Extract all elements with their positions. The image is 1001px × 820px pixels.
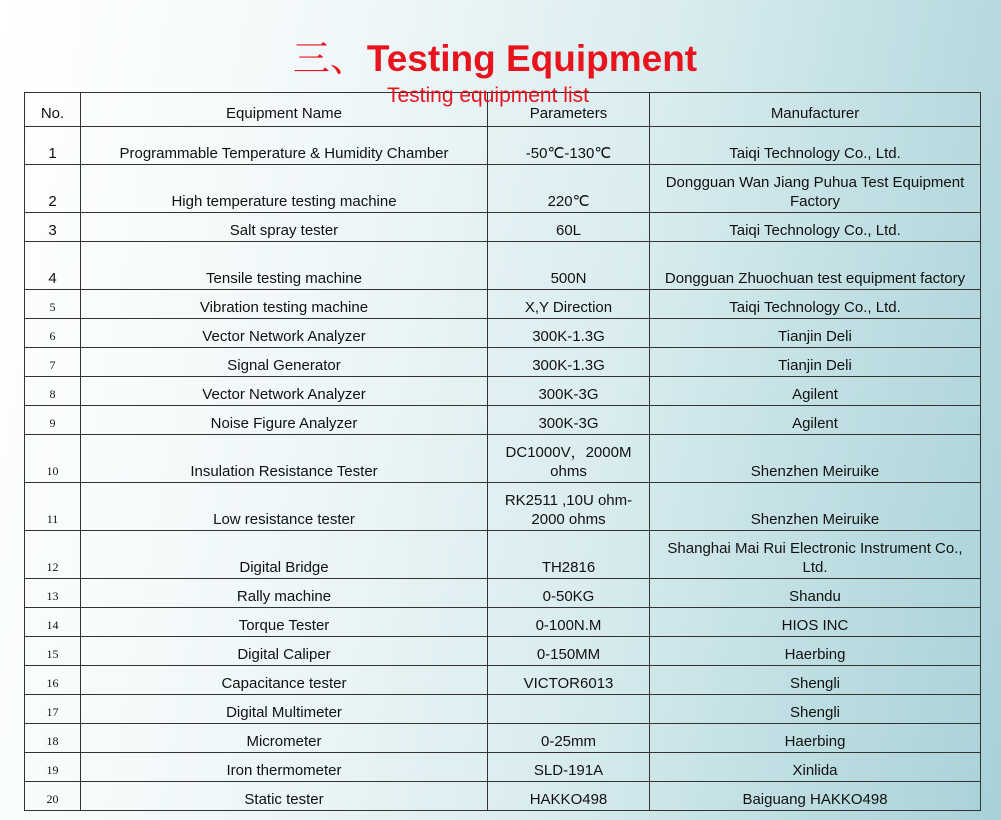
row-number: 9 (25, 406, 81, 435)
parameters-cell: 60L (488, 213, 650, 242)
manufacturer-cell: Haerbing (650, 724, 981, 753)
row-number: 1 (25, 127, 81, 165)
row-number: 17 (25, 695, 81, 724)
equipment-name-cell: Noise Figure Analyzer (81, 406, 488, 435)
table-row (25, 406, 981, 435)
table-row (25, 213, 981, 242)
parameters-cell: 0-150MM (488, 637, 650, 666)
parameters-cell: 300K-1.3G (488, 348, 650, 377)
table-row (25, 290, 981, 319)
equipment-name-cell: Insulation Resistance Tester (81, 435, 488, 483)
equipment-name-cell: Digital Multimeter (81, 695, 488, 724)
row-number: 10 (25, 435, 81, 483)
row-number: 7 (25, 348, 81, 377)
manufacturer-cell: Dongguan Zhuochuan test equipment factory (650, 242, 981, 290)
row-number: 18 (25, 724, 81, 753)
manufacturer-cell: Shengli (650, 695, 981, 724)
equipment-name-cell: Capacitance tester (81, 666, 488, 695)
equipment-name-cell: Micrometer (81, 724, 488, 753)
equipment-name-cell: Vector Network Analyzer (81, 319, 488, 348)
manufacturer-cell: Haerbing (650, 637, 981, 666)
table-row (25, 165, 981, 213)
table-row (25, 753, 981, 782)
row-number: 20 (25, 782, 81, 811)
equipment-name-cell: Static tester (81, 782, 488, 811)
table-row (25, 782, 981, 811)
manufacturer-cell: Shenzhen Meiruike (650, 435, 981, 483)
manufacturer-cell: Tianjin Deli (650, 348, 981, 377)
header-no: No. (25, 93, 81, 127)
manufacturer-cell: HIOS INC (650, 608, 981, 637)
manufacturer-cell: Taiqi Technology Co., Ltd. (650, 127, 981, 165)
parameters-cell: SLD-191A (488, 753, 650, 782)
manufacturer-cell: Taiqi Technology Co., Ltd. (650, 290, 981, 319)
parameters-cell: 0-100N.M (488, 608, 650, 637)
table-row (25, 435, 981, 483)
manufacturer-cell: Shandu (650, 579, 981, 608)
parameters-cell: 220℃ (488, 165, 650, 213)
table-row (25, 531, 981, 579)
page-title (0, 34, 990, 84)
equipment-name-cell: Salt spray tester (81, 213, 488, 242)
table-row (25, 127, 981, 165)
table-row (25, 348, 981, 377)
parameters-cell: 300K-3G (488, 406, 650, 435)
manufacturer-cell: Tianjin Deli (650, 319, 981, 348)
table-row (25, 319, 981, 348)
row-number: 4 (25, 242, 81, 290)
manufacturer-cell: Taiqi Technology Co., Ltd. (650, 213, 981, 242)
manufacturer-cell: Shengli (650, 666, 981, 695)
equipment-name-cell: Digital Bridge (81, 531, 488, 579)
equipment-name-cell: Tensile testing machine (81, 242, 488, 290)
equipment-name-cell: Programmable Temperature & Humidity Chamber (81, 127, 488, 165)
table-row (25, 377, 981, 406)
parameters-cell: 0-50KG (488, 579, 650, 608)
equipment-table (24, 92, 981, 811)
parameters-cell: -50℃-130℃ (488, 127, 650, 165)
table-caption: Testing equipment list (387, 84, 589, 107)
equipment-name-cell: High temperature testing machine (81, 165, 488, 213)
equipment-name-cell: Iron thermometer (81, 753, 488, 782)
parameters-cell: RK2511 ,10U ohm-2000 ohms (488, 483, 650, 531)
title-main: Testing Equipment (366, 38, 698, 79)
table-row (25, 666, 981, 695)
manufacturer-cell: Agilent (650, 406, 981, 435)
parameters-cell: 300K-1.3G (488, 319, 650, 348)
row-number: 14 (25, 608, 81, 637)
equipment-name-cell: Vibration testing machine (81, 290, 488, 319)
parameters-cell: X,Y Direction (488, 290, 650, 319)
table-row (25, 483, 981, 531)
header-manufacturer: Manufacturer (650, 93, 981, 127)
row-number: 3 (25, 213, 81, 242)
table-row (25, 608, 981, 637)
equipment-name-cell: Signal Generator (81, 348, 488, 377)
manufacturer-cell: Baiguang HAKKO498 (650, 782, 981, 811)
equipment-name-cell: Low resistance tester (81, 483, 488, 531)
table-row (25, 637, 981, 666)
manufacturer-cell: Xinlida (650, 753, 981, 782)
row-number: 5 (25, 290, 81, 319)
parameters-cell: VICTOR6013 (488, 666, 650, 695)
row-number: 15 (25, 637, 81, 666)
row-number: 13 (25, 579, 81, 608)
header-equipment-name: Equipment Name (81, 93, 488, 127)
row-number: 16 (25, 666, 81, 695)
table-row (25, 579, 981, 608)
manufacturer-cell: Shenzhen Meiruike (650, 483, 981, 531)
parameters-cell: 300K-3G (488, 377, 650, 406)
header-parameters: Parameters (488, 93, 650, 127)
row-number: 19 (25, 753, 81, 782)
row-number: 8 (25, 377, 81, 406)
row-number: 6 (25, 319, 81, 348)
equipment-name-cell: Vector Network Analyzer (81, 377, 488, 406)
parameters-cell: HAKKO498 (488, 782, 650, 811)
table-row (25, 695, 981, 724)
manufacturer-cell: Agilent (650, 377, 981, 406)
row-number: 2 (25, 165, 81, 213)
manufacturer-cell: Shanghai Mai Rui Electronic Instrument Co., Ltd. (650, 531, 981, 579)
row-number: 12 (25, 531, 81, 579)
parameters-cell: DC1000V，2000M ohms (488, 435, 650, 483)
title-prefix: 三、 (292, 37, 367, 80)
table-row (25, 724, 981, 753)
manufacturer-cell: Dongguan Wan Jiang Puhua Test Equipment Factory (650, 165, 981, 213)
parameters-cell: 500N (488, 242, 650, 290)
equipment-name-cell: Digital Caliper (81, 637, 488, 666)
parameters-cell: TH2816 (488, 531, 650, 579)
equipment-name-cell: Rally machine (81, 579, 488, 608)
table-row (25, 242, 981, 290)
equipment-name-cell: Torque Tester (81, 608, 488, 637)
parameters-cell (488, 695, 650, 724)
parameters-cell: 0-25mm (488, 724, 650, 753)
row-number: 11 (25, 483, 81, 531)
